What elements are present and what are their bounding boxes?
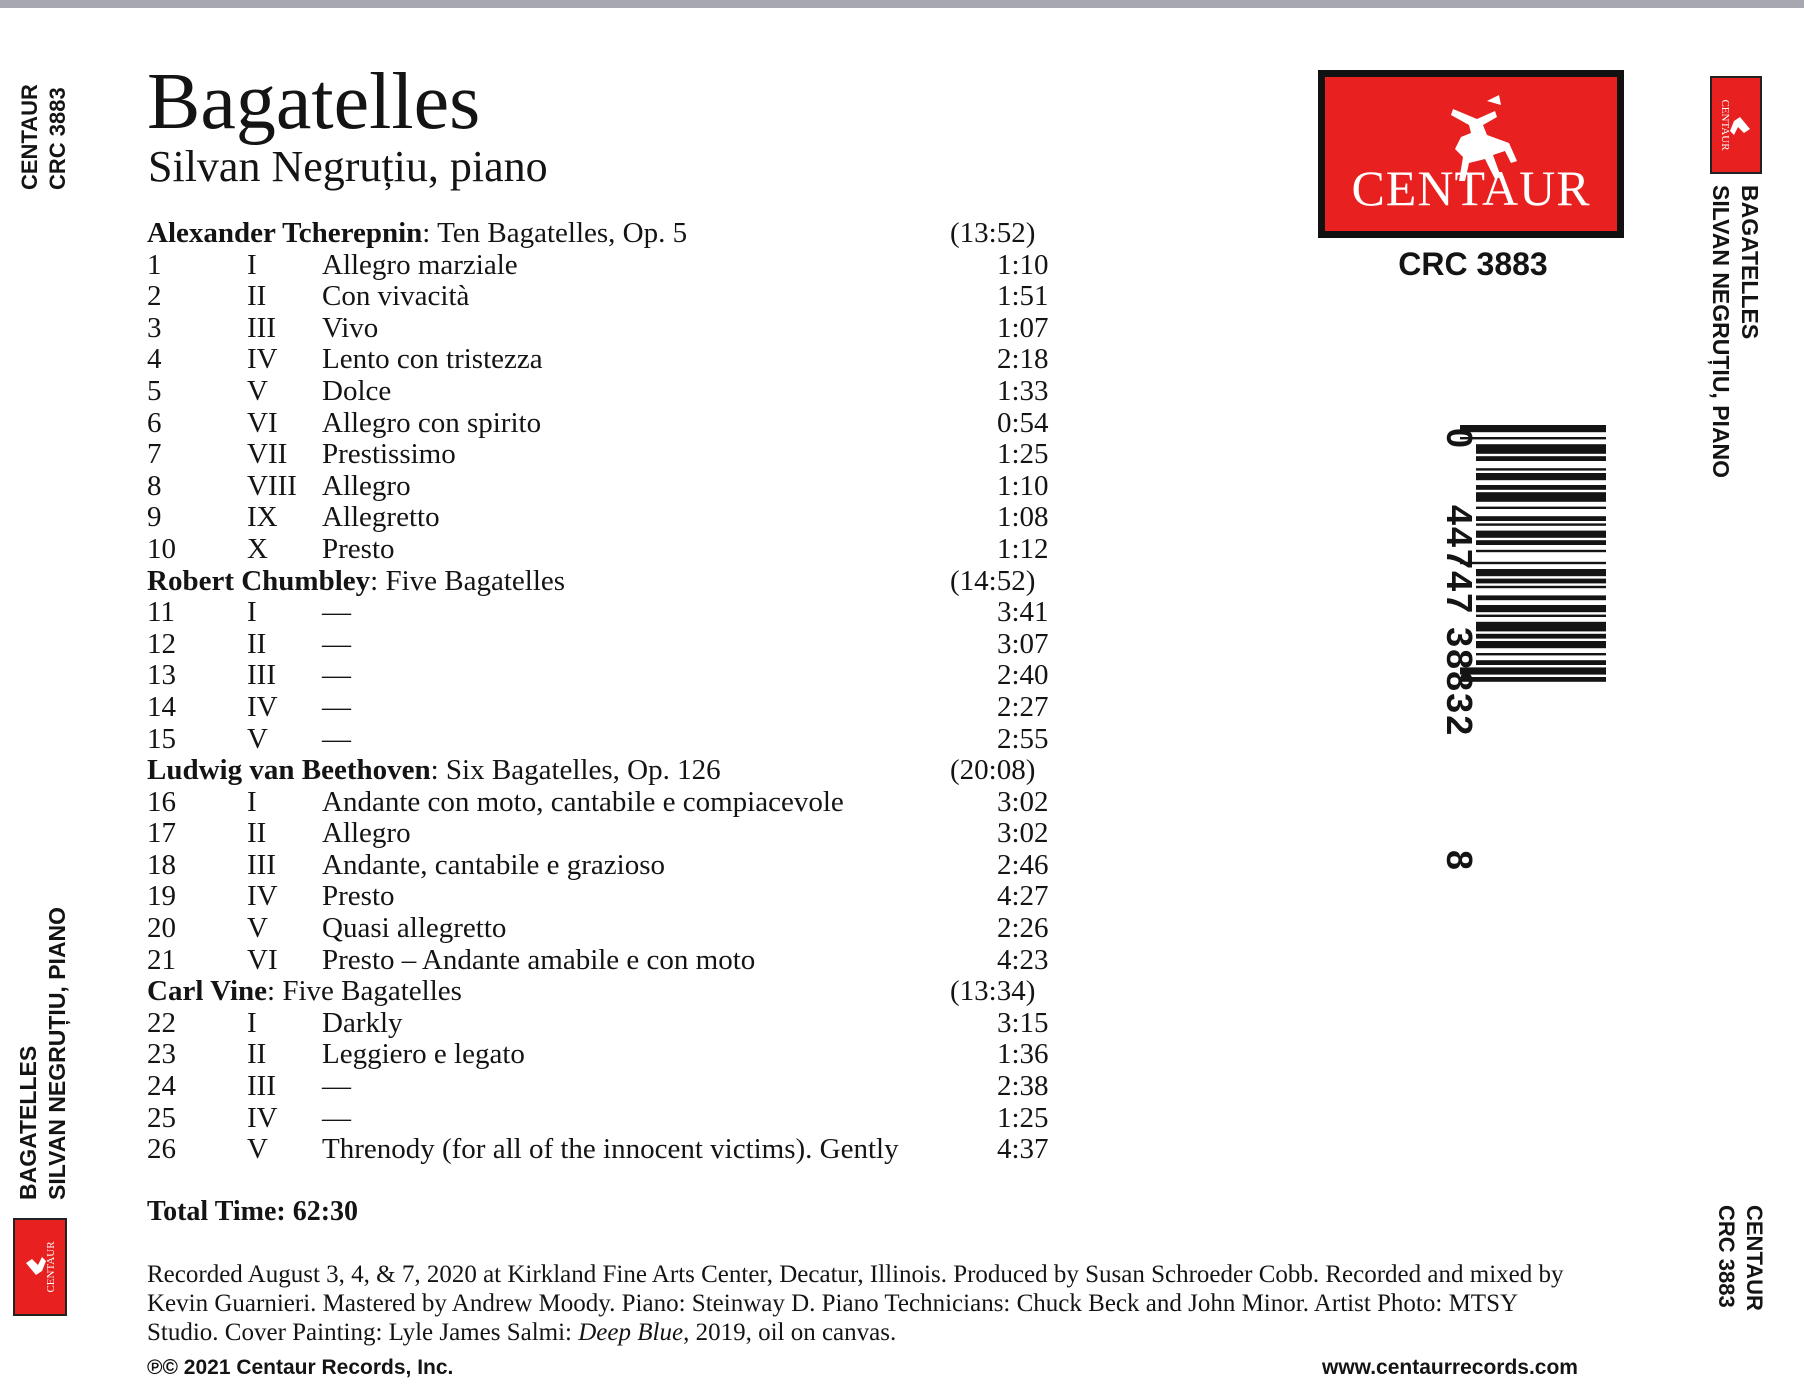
track-row (147, 660, 1047, 692)
movement-number: III (247, 659, 276, 692)
barcode-bar (1476, 595, 1606, 600)
centaur-small-logo-left (13, 1218, 67, 1316)
track-number: 22 (147, 1006, 176, 1039)
track-name: Presto (322, 880, 395, 913)
movement-number: V (247, 1133, 268, 1166)
track-row (147, 945, 1047, 977)
work-heading (147, 566, 1047, 598)
track-name: Lento con tristezza (322, 343, 543, 376)
track-row (147, 1134, 1047, 1166)
track-number: 20 (147, 912, 176, 945)
movement-number: IV (247, 880, 278, 913)
composer-name: Carl Vine (147, 975, 268, 1008)
track-name: Andante, cantabile e grazioso (322, 848, 666, 881)
movement-number: VIII (247, 469, 297, 502)
spine-artist: SILVAN NEGRUȚIU, PIANO (44, 906, 70, 1200)
track-number: 6 (147, 406, 162, 439)
barcode-bar (1476, 523, 1606, 525)
spine-catalog: CRC 3883 (45, 87, 70, 190)
barcode-bar (1476, 507, 1606, 509)
credits-suffix: , 2019, oil on canvas. (683, 1319, 897, 1346)
track-name: Prestissimo (322, 438, 456, 471)
copyright: ℗© 2021 Centaur Records, Inc. (147, 1356, 454, 1379)
track-number: 12 (147, 627, 176, 660)
movement-number: I (247, 785, 257, 818)
barcode-bar (1476, 615, 1606, 617)
movement-number: IX (247, 501, 278, 534)
centaur-small-logo-right (1710, 76, 1762, 174)
total-time: Total Time: 62:30 (147, 1196, 359, 1227)
track-row (147, 724, 1047, 756)
track-number: 4 (147, 343, 162, 376)
track-row (147, 787, 1047, 819)
movement-number: III (247, 311, 276, 344)
track-row (147, 313, 1047, 345)
track-time: 1:08 (997, 501, 1049, 534)
spine-right-top (1704, 185, 1764, 515)
track-time: 1:10 (997, 469, 1049, 502)
work-heading (147, 976, 1047, 1008)
track-row (147, 692, 1047, 724)
track-name: Allegro con spirito (322, 406, 542, 439)
movement-number: IV (247, 1101, 278, 1134)
track-name: Threnody (for all of the innocent victims). Gently (322, 1133, 899, 1166)
track-row (147, 1008, 1047, 1040)
barcode-bar (1476, 550, 1606, 552)
barcode-bar (1476, 473, 1606, 480)
track-number: 11 (147, 596, 175, 629)
centaur-logo (1318, 70, 1624, 238)
track-name: Darkly (322, 1006, 403, 1039)
track-number: 14 (147, 690, 176, 723)
track-number: 26 (147, 1133, 176, 1166)
track-number: 19 (147, 880, 176, 913)
barcode-bar (1476, 586, 1606, 588)
movement-number: II (247, 817, 267, 850)
movement-number: I (247, 248, 257, 281)
track-name: Allegro marziale (322, 248, 518, 281)
track-row (147, 1103, 1047, 1135)
barcode-lead-digit: 0 (1439, 428, 1480, 451)
work-heading (147, 218, 1047, 250)
track-time: 2:55 (997, 722, 1049, 755)
track-time: 4:37 (997, 1133, 1049, 1166)
barcode-bar (1476, 444, 1606, 454)
track-name: — (322, 627, 351, 660)
track-number: 10 (147, 532, 176, 565)
track-number: 5 (147, 374, 162, 407)
barcode-bar (1476, 468, 1606, 470)
track-time: 0:54 (997, 406, 1049, 439)
track-time: 1:25 (997, 1101, 1049, 1134)
album-subtitle: Silvan Negruțiu, piano (148, 142, 548, 191)
track-name: — (322, 722, 351, 755)
work-duration: (14:52) (950, 564, 1036, 597)
track-name: — (322, 596, 351, 629)
track-row (147, 534, 1047, 566)
barcode-bar (1476, 641, 1606, 648)
barcode-bar (1460, 437, 1606, 439)
track-number: 25 (147, 1101, 176, 1134)
movement-number: X (247, 532, 268, 565)
track-row (147, 913, 1047, 945)
track-name: Dolce (322, 374, 392, 407)
movement-number: V (247, 374, 268, 407)
composer-name: Robert Chumbley (147, 564, 371, 597)
work-duration: (13:52) (950, 217, 1036, 249)
track-row (147, 1071, 1047, 1103)
track-name: Allegro (322, 469, 411, 502)
movement-number: V (247, 722, 268, 755)
track-row (147, 881, 1047, 913)
track-time: 3:07 (997, 627, 1049, 660)
track-row (147, 850, 1047, 882)
track-number: 7 (147, 438, 162, 471)
track-name: Allegro (322, 817, 411, 850)
barcode-digits: 44747 38832 (1439, 505, 1480, 738)
track-row (147, 344, 1047, 376)
movement-number: VI (247, 406, 278, 439)
track-time: 1:36 (997, 1038, 1049, 1071)
barcode-bar (1476, 622, 1606, 632)
spine-right-bottom (1708, 1205, 1768, 1325)
website-link[interactable]: www.centaurrecords.com (1322, 1356, 1578, 1379)
movement-number: II (247, 1038, 267, 1071)
track-time: 4:27 (997, 880, 1049, 913)
work-heading (147, 755, 1047, 787)
barcode-bar (1476, 516, 1606, 521)
barcode-bar (1460, 562, 1606, 564)
track-number: 24 (147, 1070, 176, 1103)
composer-name: Alexander Tcherepnin (147, 217, 423, 249)
track-number: 9 (147, 501, 162, 534)
work-title: : Five Bagatelles (267, 975, 462, 1008)
track-row (147, 471, 1047, 503)
movement-number: II (247, 627, 267, 660)
track-time: 2:40 (997, 659, 1049, 692)
track-row (147, 376, 1047, 408)
track-name: — (322, 1070, 351, 1103)
barcode-bar (1476, 492, 1606, 502)
track-time: 1:25 (997, 438, 1049, 471)
work-title: : Five Bagatelles (370, 564, 566, 597)
work-title: : Ten Bagatelles, Op. 5 (422, 217, 688, 249)
barcode-bar (1476, 485, 1606, 490)
centaur-small-wordmark: CENTAUR (45, 1241, 57, 1293)
track-number: 2 (147, 280, 162, 313)
track-time: 1:51 (997, 280, 1049, 313)
credits (147, 1260, 1567, 1347)
track-name: Presto (322, 532, 395, 565)
track-name: — (322, 690, 351, 723)
barcode-bar (1476, 569, 1606, 576)
barcode-bar (1476, 540, 1606, 545)
track-time: 1:33 (997, 374, 1049, 407)
track-number: 1 (147, 248, 162, 281)
track-time: 2:27 (997, 690, 1049, 723)
track-row (147, 502, 1047, 534)
barcode-bar (1460, 425, 1606, 432)
movement-number: IV (247, 343, 278, 376)
track-number: 15 (147, 722, 176, 755)
track-time: 3:15 (997, 1006, 1049, 1039)
track-name: Quasi allegretto (322, 912, 507, 945)
track-name: Presto – Andante amabile e con moto (322, 943, 756, 976)
movement-number: III (247, 848, 276, 881)
spine-left-top (16, 70, 74, 190)
barcode-bar (1476, 660, 1606, 665)
catalog-number: CRC 3883 (1398, 246, 1548, 282)
work-title: : Six Bagatelles, Op. 126 (430, 754, 721, 787)
spine-left-bottom (14, 880, 74, 1200)
barcode-bar (1476, 456, 1606, 461)
barcode-bar (1476, 634, 1606, 639)
track-number: 23 (147, 1038, 176, 1071)
movement-number: II (247, 280, 267, 313)
track-row (147, 597, 1047, 629)
track-number: 17 (147, 817, 176, 850)
work-duration: (20:08) (950, 754, 1036, 787)
movement-number: III (247, 1070, 276, 1103)
track-time: 3:02 (997, 785, 1049, 818)
spine-label: CENTAUR (17, 84, 42, 190)
track-time: 2:46 (997, 848, 1049, 881)
credits-text: Recorded August 3, 4, & 7, 2020 at Kirkland Fine Arts Center, Decatur, Illinois. Produced by Susan Schroeder Cobb. Recorded and mixed by Kevin Guarnieri. Mastered by Andrew Moody. Piano: Steinway D. Piano Technicians: Chuck Beck and John Minor. Artist Photo: MTSY Studio. Cover Painting: Lyle James Salmi: (147, 1261, 1564, 1346)
track-name: Con vivacità (322, 280, 470, 313)
movement-number: I (247, 1006, 257, 1039)
spine-artist: SILVAN NEGRUȚIU, PIANO (1708, 185, 1734, 479)
track-time: 3:41 (997, 596, 1049, 629)
barcode-bar (1460, 667, 1606, 674)
track-time: 1:10 (997, 248, 1049, 281)
track-time: 2:18 (997, 343, 1049, 376)
track-number: 18 (147, 848, 176, 881)
track-row (147, 439, 1047, 471)
barcode-bar (1476, 531, 1606, 538)
spine-title: BAGATELLES (1737, 185, 1763, 340)
barcode-bar (1476, 653, 1606, 655)
track-name: Allegretto (322, 501, 440, 534)
track-time: 3:02 (997, 817, 1049, 850)
barcode-bar (1460, 677, 1606, 682)
track-name: Vivo (322, 311, 379, 344)
track-time: 1:12 (997, 532, 1049, 565)
spine-label: CENTAUR (1742, 1205, 1767, 1311)
track-time: 2:26 (997, 912, 1049, 945)
barcode-bar (1476, 579, 1606, 584)
top-edge-bar (0, 0, 1804, 8)
track-name: Andante con moto, cantabile e compiacevole (322, 785, 844, 818)
track-list (147, 218, 1047, 1166)
track-name: — (322, 659, 351, 692)
painting-title: Deep Blue (578, 1319, 684, 1346)
track-number: 21 (147, 943, 176, 976)
movement-number: VII (247, 438, 288, 471)
track-row (147, 408, 1047, 440)
track-number: 16 (147, 785, 176, 818)
spine-title: BAGATELLES (15, 1045, 41, 1200)
track-name: — (322, 1101, 351, 1134)
track-name: Leggiero e legato (322, 1038, 525, 1071)
movement-number: I (247, 596, 257, 629)
album-title: Bagatelles (147, 58, 481, 146)
track-time: 4:23 (997, 943, 1049, 976)
svg-text:CENTAUR: CENTAUR (1719, 99, 1731, 151)
barcode-bar (1476, 605, 1606, 612)
movement-number: IV (247, 690, 278, 723)
track-row (147, 1039, 1047, 1071)
track-row (147, 629, 1047, 661)
track-number: 8 (147, 469, 162, 502)
spine-catalog: CRC 3883 (1714, 1205, 1739, 1308)
composer-name: Ludwig van Beethoven (147, 754, 431, 787)
track-time: 2:38 (997, 1070, 1049, 1103)
track-number: 3 (147, 311, 162, 344)
work-duration: (13:34) (950, 975, 1036, 1008)
movement-number: V (247, 912, 268, 945)
movement-number: VI (247, 943, 278, 976)
track-row (147, 250, 1047, 282)
track-row (147, 281, 1047, 313)
track-number: 13 (147, 659, 176, 692)
track-row (147, 818, 1047, 850)
track-time: 1:07 (997, 311, 1049, 344)
barcode-check-digit: 8 (1439, 850, 1480, 873)
centaur-wordmark: CENTAUR (1351, 160, 1591, 216)
